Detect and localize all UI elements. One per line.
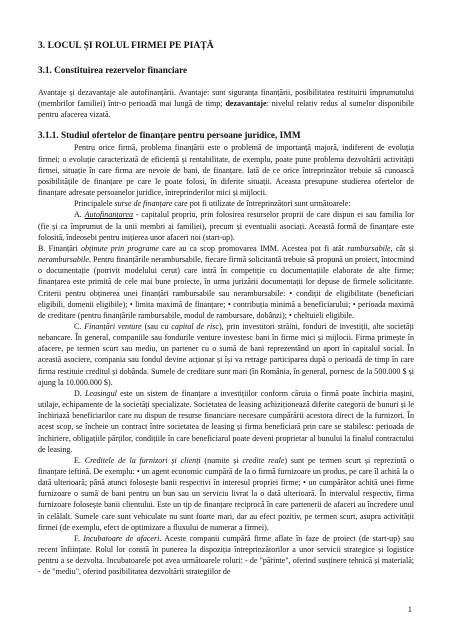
item-e-t2: Creditele de la furnizori și clienți [84,455,201,465]
item-d-t3: este un sistem de finanțare a investițiilor conform căruia o firmă poate închiria mașini, utilaje, echipamente de la societăți specializate. Societatea de leasing achiziționează diferite categorii de bunuri și le închiriază beneficiarilor care nu dispun de resurse financiare necesare cumpărării acestora direct de la furnizori. În acest scop, se încheie un contract între societatea de leasing și firma beneficiară prin care se stabilesc: perioada de închiriere, obligațiile părților, condițiile în care beneficiarul poate deveni proprietar al bunului la finalul contractului de leasing. [38,388,415,454]
item-e-t4: credite reale [242,455,285,465]
item-b-t5: , cât și [390,243,414,253]
para2-post: care pot fi utilizate de întreprinzători sunt următoarele: [172,199,351,209]
item-f-business-incubators [38,533,414,578]
intro-text: Avantaje și dezavantaje ale autofinanțării. Avantaje: sunt siguranța finanțării, posibilitatea restituirii împrumutului (membrilor familiei) într-o perioadă mai lungă de timp; [38,88,414,109]
item-b-program-financing [38,243,414,321]
item-f-t3: . Aceste companii cumpără firme aflate în faze de proiect (de start-up) sau recent înființate. Rolul lor constă în punerea la dispoziția întreprinzătorilor a unor servicii strategice și logistice pentru a se dezvolta. Incubatoarele pot avea următoarele roluri: - de "părinte", oferind susținere tehnică și materială; - de "mediu", oferind posibilitatea dezvoltării strategiilor de [38,533,415,577]
item-a-letter: A. [74,210,85,220]
item-a-text: - capitalul propriu, prin folosirea resurselor proprii de care dispun ei sau familia lor (fie și ca împrumut de la unii membri ai familiei), precum și eventualii asociați. Această formă de finanțare este folosită, îndeosebi pentru inițierea unor afaceri noi (start-up). [38,210,414,242]
item-a-term: Autofinanțarea [84,210,134,220]
para2-pre: Principalele [74,199,115,209]
item-d-leasing [38,388,414,455]
item-c-t3: (sau cu [141,321,172,331]
item-e-t1: E. [74,455,85,465]
para2-term: surse de finanțare [114,199,173,209]
paragraph-financing-sources [38,198,414,209]
intro-text-end: : nivelul relativ redus al sumelor disponibile pentru afacerea vizată. [38,99,414,120]
disadvantages-label: dezavantaje [225,99,267,109]
item-d-t2: Leasingul [85,388,117,398]
item-b-t1: B. Finanțări [38,243,82,253]
item-d-t1: D. [74,388,86,398]
chapter-heading: 3. LOCUL ȘI ROLUL FIRMEI PE PIAȚĂ [38,40,214,51]
item-b-t3: care au ca scop promovarea IMM. Acestea pot fi atât [158,243,348,253]
item-a-autofinancing [38,209,414,242]
item-c-t2: Finanțări venture [84,321,142,331]
item-b-t6: nerambursabile [38,255,89,265]
item-e-t5: ) sunt pe termen scurt și reprezintă o finanțare ieftină. De exemplu: • un agent economic cumpără de la o firmă furnizoare un produs, pe care îl achită la o dată ulterioară; până atunci folosește banii respectivi în interesul propriei firme; • un cumpărător achită unei firme furnizoare o sumă de bani pentru un bun sau un serviciu livrat la o dată ulterioară. În intervalul respectiv, firma furnizoare folosește banii clientului. Este un tip de finanțare reciprocă în care partenerii de afaceri au încredere unul în celălalt. Sumele care sunt vehiculate nu sunt foarte mari, dar au efect pozitiv, pe termen scurt, asupra activității firmei (de exemplu, efect de optimizare a fluxului de numerar a firmei). [38,455,414,532]
item-e-supplier-credits [38,455,414,533]
item-b-t4: rambursabile [347,243,391,253]
item-b-t7: . Pentru finanțările nerambursabile, fiecare firmă solicitantă trebuie să propună un proiect, întocmind o documentație (potrivit modelului cerut) care intră în competiție cu documentațiile elaborate de alte firme; finanțarea este primită de cele mai bune proiecte, în urma jurizării documentații lor depuse de firmele solicitante. Criterii pentru obținerea unei finanțări rambursabile sau nerambursabile: • condiții de eligibilitate (beneficiari eligibili, domenii eligibile); • limita maximă de finanțare; • contribuția minimă a beneficiarului; • perioada maximă de creditare (pentru finanțările rambursabile, modul de rambursare, dobânzi); • cheltuieli eligibile. [38,255,414,320]
item-b-t2: obținute prin programe [81,243,159,253]
section-heading-3-1: 3.1. Constituirea rezervelor financiare [38,65,188,75]
paragraph-financing-problem: Pentru orice firmă, problema finanțării este o problemă de importanță majoră, indiferent de evoluția firmei; o evoluție caracterizată de eficiență și rentabilitate, de exemplu, poate pune problema dezvoltării activității firmei, situație în care firma are nevoie de bani, de finanțare. Iată de ce orice întreprinzător trebuie să cunoască posibilitățile de finanțare pe care le poate folosi, în diferite situații. Aceasta presupune studierea ofertelor de finanțare adresate persoanelor juridice, întreprinderilor mici și mijlocii. [38,143,414,198]
item-c-venture-financing [38,321,414,388]
item-f-t1: F. [74,533,84,543]
item-f-t2: Incubatoare de afaceri [83,533,160,543]
page-number: 1 [407,604,412,614]
section-heading-3-1-1: 3.1.1. Studiul ofertelor de finanțare pentru persoane juridice, IMM [38,130,301,141]
item-e-t3: (numite și [200,455,243,465]
intro-paragraph [38,87,414,120]
item-c-t5: ), prin investitori străini, fonduri de investiții, alte societăți nebancare. În general, companiile sau fondurile venture investesc bani în firme mici și mijlocii. Firma primește în afacere, pe termen scurt sau mediu, un partener cu o sumă de bani reprezentând un aport în capitalul social. În această asociere, compania sau fondul devine acționar și își va retrage participarea după o perioadă de timp în care firma restituie creditul și dobânda. Sumele de creditare sunt mari (în România, în general, pornesc de la 500.000 $ și ajung la 10.000.000 $). [38,321,414,387]
item-c-t4: capital de risc [171,321,219,331]
item-c-t1: C. [74,321,85,331]
